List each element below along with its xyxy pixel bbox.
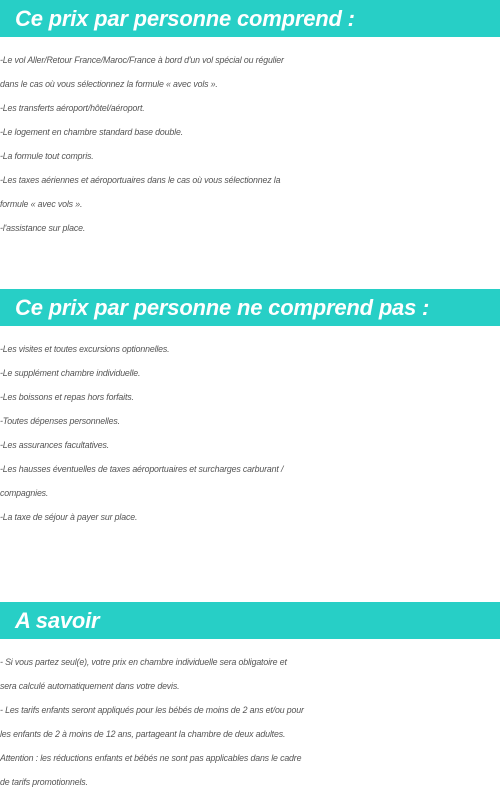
not-included-list xyxy=(0,337,500,529)
list-line: -l'assistance sur place. xyxy=(0,223,86,233)
section-title-not-included: Ce prix par personne ne comprend pas : xyxy=(0,289,500,326)
list-line: -Le supplément chambre individuelle. xyxy=(0,368,141,378)
list-line: -Les taxes aériennes et aéroportuaires dans le cas où vous sélectionnez la xyxy=(0,175,281,185)
list-line: de tarifs promotionnels. xyxy=(0,777,88,787)
list-line: -Les hausses éventuelles de taxes aéroportuaires et surcharges carburant / xyxy=(0,464,284,474)
list-line: - Si vous partez seul(e), votre prix en chambre individuelle sera obligatoire et xyxy=(0,657,287,667)
list-line: -La taxe de séjour à payer sur place. xyxy=(0,512,138,522)
list-line: -Le logement en chambre standard base double. xyxy=(0,127,183,137)
list-line: - Les tarifs enfants seront appliqués pour les bébés de moins de 2 ans et/ou pour xyxy=(0,705,304,715)
section-title-included: Ce prix par personne comprend : xyxy=(0,0,500,37)
list-line: formule « avec vols ». xyxy=(0,199,83,209)
section-not-included xyxy=(0,289,500,529)
section-included xyxy=(0,0,500,240)
list-line: -Le vol Aller/Retour France/Maroc/France à bord d'un vol spécial ou régulier xyxy=(0,55,284,65)
list-line: -Les visites et toutes excursions optionnelles. xyxy=(0,344,170,354)
list-line: -Les transferts aéroport/hôtel/aéroport. xyxy=(0,103,145,113)
list-line: dans le cas où vous sélectionnez la formule « avec vols ». xyxy=(0,79,218,89)
list-line: les enfants de 2 à moins de 12 ans, partageant la chambre de deux adultes. xyxy=(0,729,286,739)
list-line: Attention : les réductions enfants et bébés ne sont pas applicables dans le cadre xyxy=(0,753,302,763)
good-to-know-list xyxy=(0,650,500,794)
list-line: -Les assurances facultatives. xyxy=(0,440,110,450)
list-line: -Toutes dépenses personnelles. xyxy=(0,416,120,426)
list-line: sera calculé automatiquement dans votre devis. xyxy=(0,681,180,691)
section-title-good-to-know: A savoir xyxy=(0,602,500,639)
section-good-to-know xyxy=(0,602,500,794)
list-line: -La formule tout compris. xyxy=(0,151,94,161)
included-list xyxy=(0,48,500,240)
list-line: compagnies. xyxy=(0,488,49,498)
list-line: -Les boissons et repas hors forfaits. xyxy=(0,392,134,402)
